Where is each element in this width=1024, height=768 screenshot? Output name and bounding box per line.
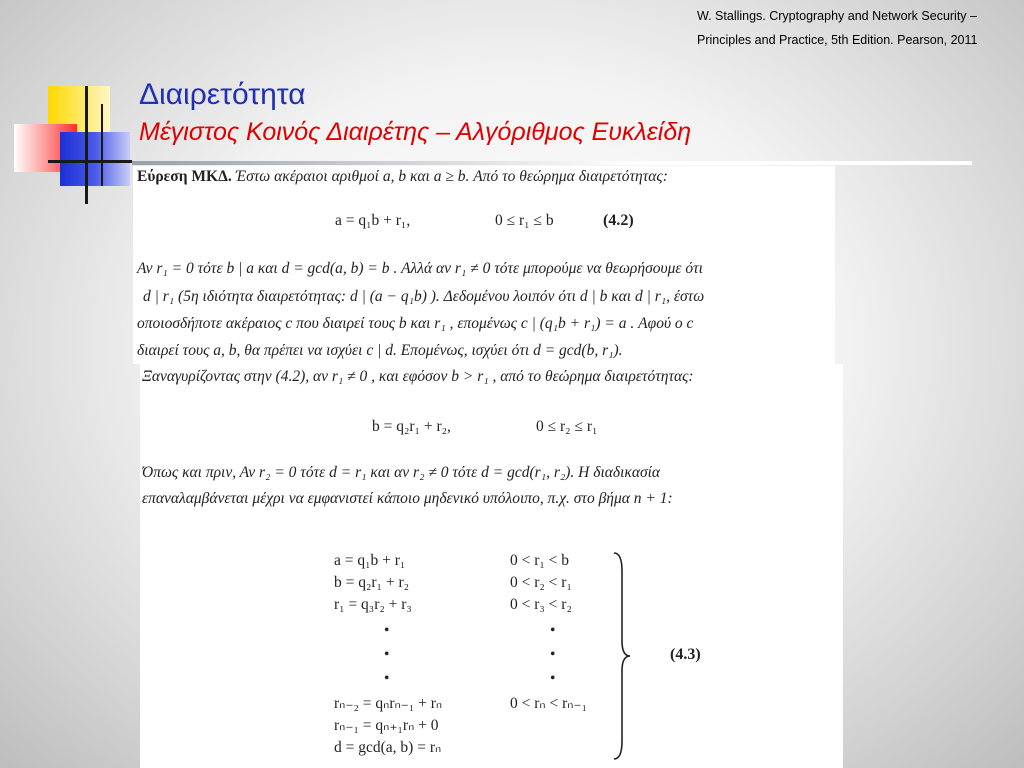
scanned-text-block-2 <box>140 364 843 768</box>
equation-a-condition: 0 ≤ r₁ ≤ b <box>495 212 554 229</box>
decor-horizontal-line <box>48 160 132 163</box>
block2-line-4: επαναλαμβάνεται μέχρι να εμφανιστεί κάποιο μηδενικό υπόλοιπο, π.χ. στο βήμα n + 1: <box>142 490 673 507</box>
block1-line-3: Αν r₁ = 0 τότε b | a και d = gcd(a, b) = b . Αλλά αν r₁ ≠ 0 τότε μπορούμε να θεωρήσουμε ότι <box>137 260 703 277</box>
block1-line-1-rest: Έστω ακέραιοι αριθμοί a, b και a ≥ b. Από το θεώρημα διαιρετότητας: <box>231 168 668 185</box>
block1-line-4: d | r₁ (5η ιδιότητα διαιρετότητας: d | (a − q₁b) ). Δεδομένου λοιπόν ότι d | b και d | r₁, έστω <box>143 288 705 305</box>
system-row-lhs: a = q₁b + r₁ <box>334 552 406 569</box>
equation-label-4-3: (4.3) <box>670 646 701 663</box>
system-ellipsis-rhs: • <box>550 670 556 687</box>
system-ellipsis-rhs: • <box>550 646 556 663</box>
title-rule <box>132 161 972 165</box>
system-row-rhs: 0 < r₂ < r₁ <box>510 574 572 591</box>
block2-line-1: Ξαναγυρίζοντας στην (4.2), αν r₁ ≠ 0 , και εφόσον b > r₁ , από το θεώρημα διαιρετότητας: <box>142 368 694 385</box>
scanned-text-block-1 <box>133 166 835 364</box>
page-subtitle: Μέγιστος Κοινός Διαιρέτης – Αλγόριθμος Ευκλείδη <box>139 118 692 146</box>
equation-b: b = q₂r₁ + r₂, <box>372 418 451 435</box>
system-row-lhs: rₙ₋₂ = qₙrₙ₋₁ + rₙ <box>334 695 443 712</box>
system-ellipsis-lhs: • <box>384 646 390 663</box>
decor-vertical-line <box>85 86 88 204</box>
decor-blue-square <box>60 132 130 186</box>
citation-line-2: Principles and Practice, 5th Edition. Pearson, 2011 <box>697 33 978 47</box>
system-ellipsis-rhs: • <box>550 622 556 639</box>
block2-line-3: Όπως και πριν, Αν r₂ = 0 τότε d = r₁ και αν r₂ ≠ 0 τότε d = gcd(r₁, r₂). Η διαδικασία <box>142 464 661 481</box>
citation <box>697 4 1019 52</box>
citation-line-1: W. Stallings. Cryptography and Network Security – <box>697 9 977 23</box>
system-row-lhs: rₙ₋₁ = qₙ₊₁rₙ + 0 <box>334 717 439 734</box>
system-row-rhs: 0 < rₙ < rₙ₋₁ <box>510 695 587 712</box>
system-row-rhs: 0 < r₃ < r₂ <box>510 596 572 613</box>
system-row-lhs: d = gcd(a, b) = rₙ <box>334 739 442 756</box>
lead-bold: Εύρεση ΜΚΔ. <box>137 168 232 185</box>
system-ellipsis-lhs: • <box>384 622 390 639</box>
system-row-lhs: r₁ = q₃r₂ + r₃ <box>334 596 412 613</box>
equation-b-condition: 0 ≤ r₂ ≤ r₁ <box>536 418 598 435</box>
system-row-lhs: b = q₂r₁ + r₂ <box>334 574 410 591</box>
decor-vertical-line-2 <box>101 104 103 186</box>
block1-line-5: οποιοσδήποτε ακέραιος c που διαιρεί τους b και r₁ , επομένως c | (q₁b + r₁) = a . Αφού ο c <box>137 315 694 332</box>
system-ellipsis-lhs: • <box>384 670 390 687</box>
block1-line-6: διαιρεί τους a, b, θα πρέπει να ισχύει c | d. Επομένως, ισχύει ότι d = gcd(b, r₁). <box>137 342 623 359</box>
block1-line-1 <box>137 168 668 186</box>
equation-label-4-2: (4.2) <box>603 212 634 229</box>
page-title: Διαιρετότητα <box>139 78 306 111</box>
system-row-rhs: 0 < r₁ < b <box>510 552 570 569</box>
right-brace <box>612 551 632 761</box>
equation-a: a = q₁b + r₁, <box>335 212 411 229</box>
